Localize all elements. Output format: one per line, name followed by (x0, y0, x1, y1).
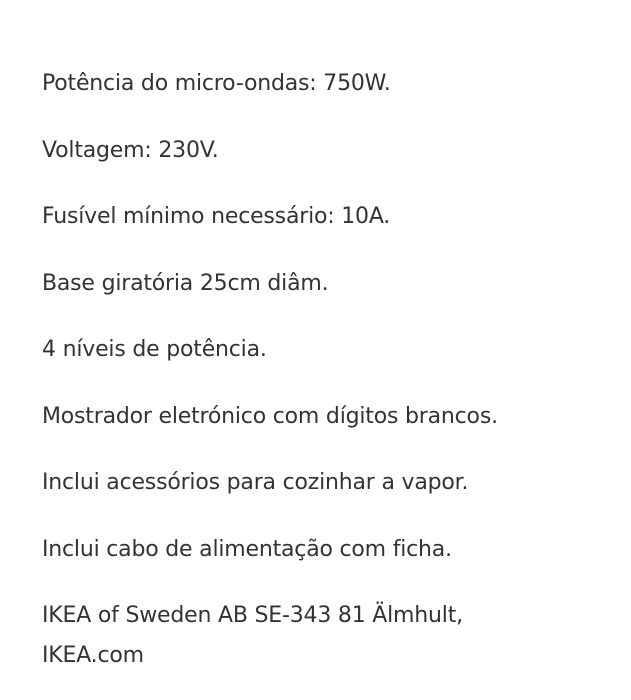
spec-microwave-power: Potência do micro-ondas: 750W. (42, 71, 391, 96)
spec-voltage: Voltagem: 230V. (42, 137, 219, 163)
product-details-text (42, 64, 602, 676)
spec-steam-accessories: Inclui acessórios para cozinhar a vapor. (42, 470, 469, 495)
spec-minimum-fuse: Fusível mínimo necessário: 10A. (42, 204, 391, 229)
spec-power-cable: Inclui cabo de alimentação com ficha. (42, 536, 452, 562)
manufacturer-address: IKEA of Sweden AB SE-343 81 Älmhult, (42, 603, 463, 628)
manufacturer-website: IKEA.com (42, 643, 144, 668)
spec-power-levels: 4 níveis de potência. (42, 337, 267, 362)
spec-display: Mostrador eletrónico com dígitos brancos. (42, 403, 498, 429)
manufacturer-info (42, 596, 502, 676)
spec-turntable-diameter: Base giratória 25cm diâm. (42, 270, 329, 296)
